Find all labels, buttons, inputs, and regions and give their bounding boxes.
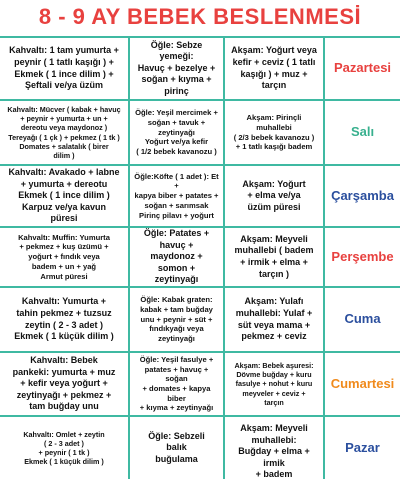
breakfast-text: Kahvaltı: Omlet + zeytin ( 2 - 3 adet ) + peynir ( 1 tk ) Ekmek ( 1 küçük dilim ) [23,429,105,467]
table-row [0,353,400,417]
breakfast-cell [0,417,130,479]
breakfast-text: Kahvaltı: Bebek pankeki: yumurta + muz + kefir veya yoğurt + zeytinyağı + pekmez + tam buğday unu [12,355,116,412]
dinner-text: Akşam: Bebek aşuresi: Dövme buğday + kuru fasulye + nohut + kuru meyveler + ceviz + tarçın [234,360,314,407]
dinner-cell [225,166,325,226]
breakfast-cell [0,353,130,415]
dinner-text: Akşam: Yulafı muhallebi: Yulaf + süt veya mama + pekmez + ceviz [235,296,313,342]
page-title: 8 - 9 AY BEBEK BESLENMESİ [38,4,362,29]
meal-plan-table [0,36,400,480]
lunch-cell [130,101,225,164]
breakfast-cell [0,38,130,99]
day-label-pazar [325,417,400,479]
lunch-text: Öğle: Yeşil mercimek + soğan + tavuk + zeytinyağı Yoğurt ve/ya kefir ( 1/2 bebek kavanozu ) [135,108,218,157]
day-label-pazartesi [325,38,400,99]
lunch-text: Öğle: Yeşil fasulye + patates + havuç + soğan + domates + kapya biber + kıyma + zeytinyağı [139,354,214,413]
lunch-cell [130,228,225,286]
day-text: Çarşamba [331,187,394,203]
lunch-cell [130,417,225,479]
breakfast-text: Kahvaltı: Muffin: Yumurta + pekmez + kuş üzümü + yoğurt + fındık veya badem + un + yağ Armut püresi [18,232,110,281]
day-text: Perşembe [331,248,394,264]
dinner-text: Akşam: Yoğurt veya kefir + ceviz ( 1 tatlı kaşığı ) + muz + tarçın [231,45,317,91]
breakfast-text: Kahvaltı: Mücver ( kabak + havuç + peynir + yumurta + un + dereotu veya maydonoz ) Tereyağı ( 1 çk ) + pekmez ( 1 tk ) Domates + salatalık ( birer dilim ) [7,104,121,160]
day-label-carsamba [325,166,400,226]
table-row [0,417,400,479]
lunch-cell [130,288,225,351]
lunch-cell [130,353,225,415]
dinner-cell [225,417,325,479]
day-text: Pazartesi [333,60,392,76]
lunch-text: Öğle: Patates + havuç + maydonoz + somon + zeytinyağı [143,228,210,285]
table-row [0,288,400,353]
day-label-sali [325,101,400,164]
lunch-cell [130,166,225,226]
breakfast-text: Kahvaltı: 1 tam yumurta + peynir ( 1 tatlı kaşığı ) + Ekmek ( 1 ince dilim ) + Şeftali ve/ya üzüm [9,45,119,91]
dinner-text: Akşam: Yoğurt + elma ve/ya üzüm püresi [242,178,306,212]
table-row [0,38,400,101]
day-text: Cuma [344,311,381,327]
dinner-text: Akşam: Pirinçli muhallebi ( 2/3 bebek kavanozu ) + 1 tatlı kaşığı badem [233,113,315,152]
lunch-text: Öğle: Kabak graten: kabak + tam buğday unu + peynir + süt + fındıkyağı veya zeytinyağı [140,295,213,344]
day-text: Salı [350,124,375,140]
table-row [0,228,400,288]
table-row [0,166,400,228]
breakfast-cell [0,228,130,286]
breakfast-cell [0,166,130,226]
breakfast-text: Kahvaltı: Yumurta + tahin pekmez + tuzsuz zeytin ( 2 - 3 adet ) Ekmek ( 1 küçük dilim ) [14,296,114,342]
lunch-cell [130,38,225,99]
lunch-text: Öğle: Sebzeli balık buğulama [148,430,205,464]
day-text: Pazar [345,439,380,455]
day-label-persembe [325,228,400,286]
day-label-cuma [325,288,400,351]
dinner-text: Akşam: Meyveli muhallebi ( badem + irmik + elma + tarçın ) [234,233,314,279]
lunch-text: Öğle: Sebze yemeği: Havuç + bezelye + soğan + kıyma + pirinç [137,39,216,96]
dinner-cell [225,228,325,286]
dinner-cell [225,101,325,164]
day-label-cumartesi [325,353,400,415]
lunch-text: Öğle:Köfte ( 1 adet ): Et + kapya biber + patates + soğan + sarımsak Pirinç pilavı + yoğurt [134,171,219,220]
table-row [0,101,400,166]
dinner-cell [225,353,325,415]
dinner-text: Akşam: Meyveli muhallebi: Buğday + elma + irmik + badem [238,423,310,480]
breakfast-text: Kahvaltı: Avakado + labne + yumurta + dereotu Ekmek ( 1 ince dilim ) Karpuz ve/ya kavun püresi [8,167,120,224]
breakfast-cell [0,288,130,351]
dinner-cell [225,38,325,99]
breakfast-cell [0,101,130,164]
day-text: Cumartesi [330,375,395,391]
dinner-cell [225,288,325,351]
